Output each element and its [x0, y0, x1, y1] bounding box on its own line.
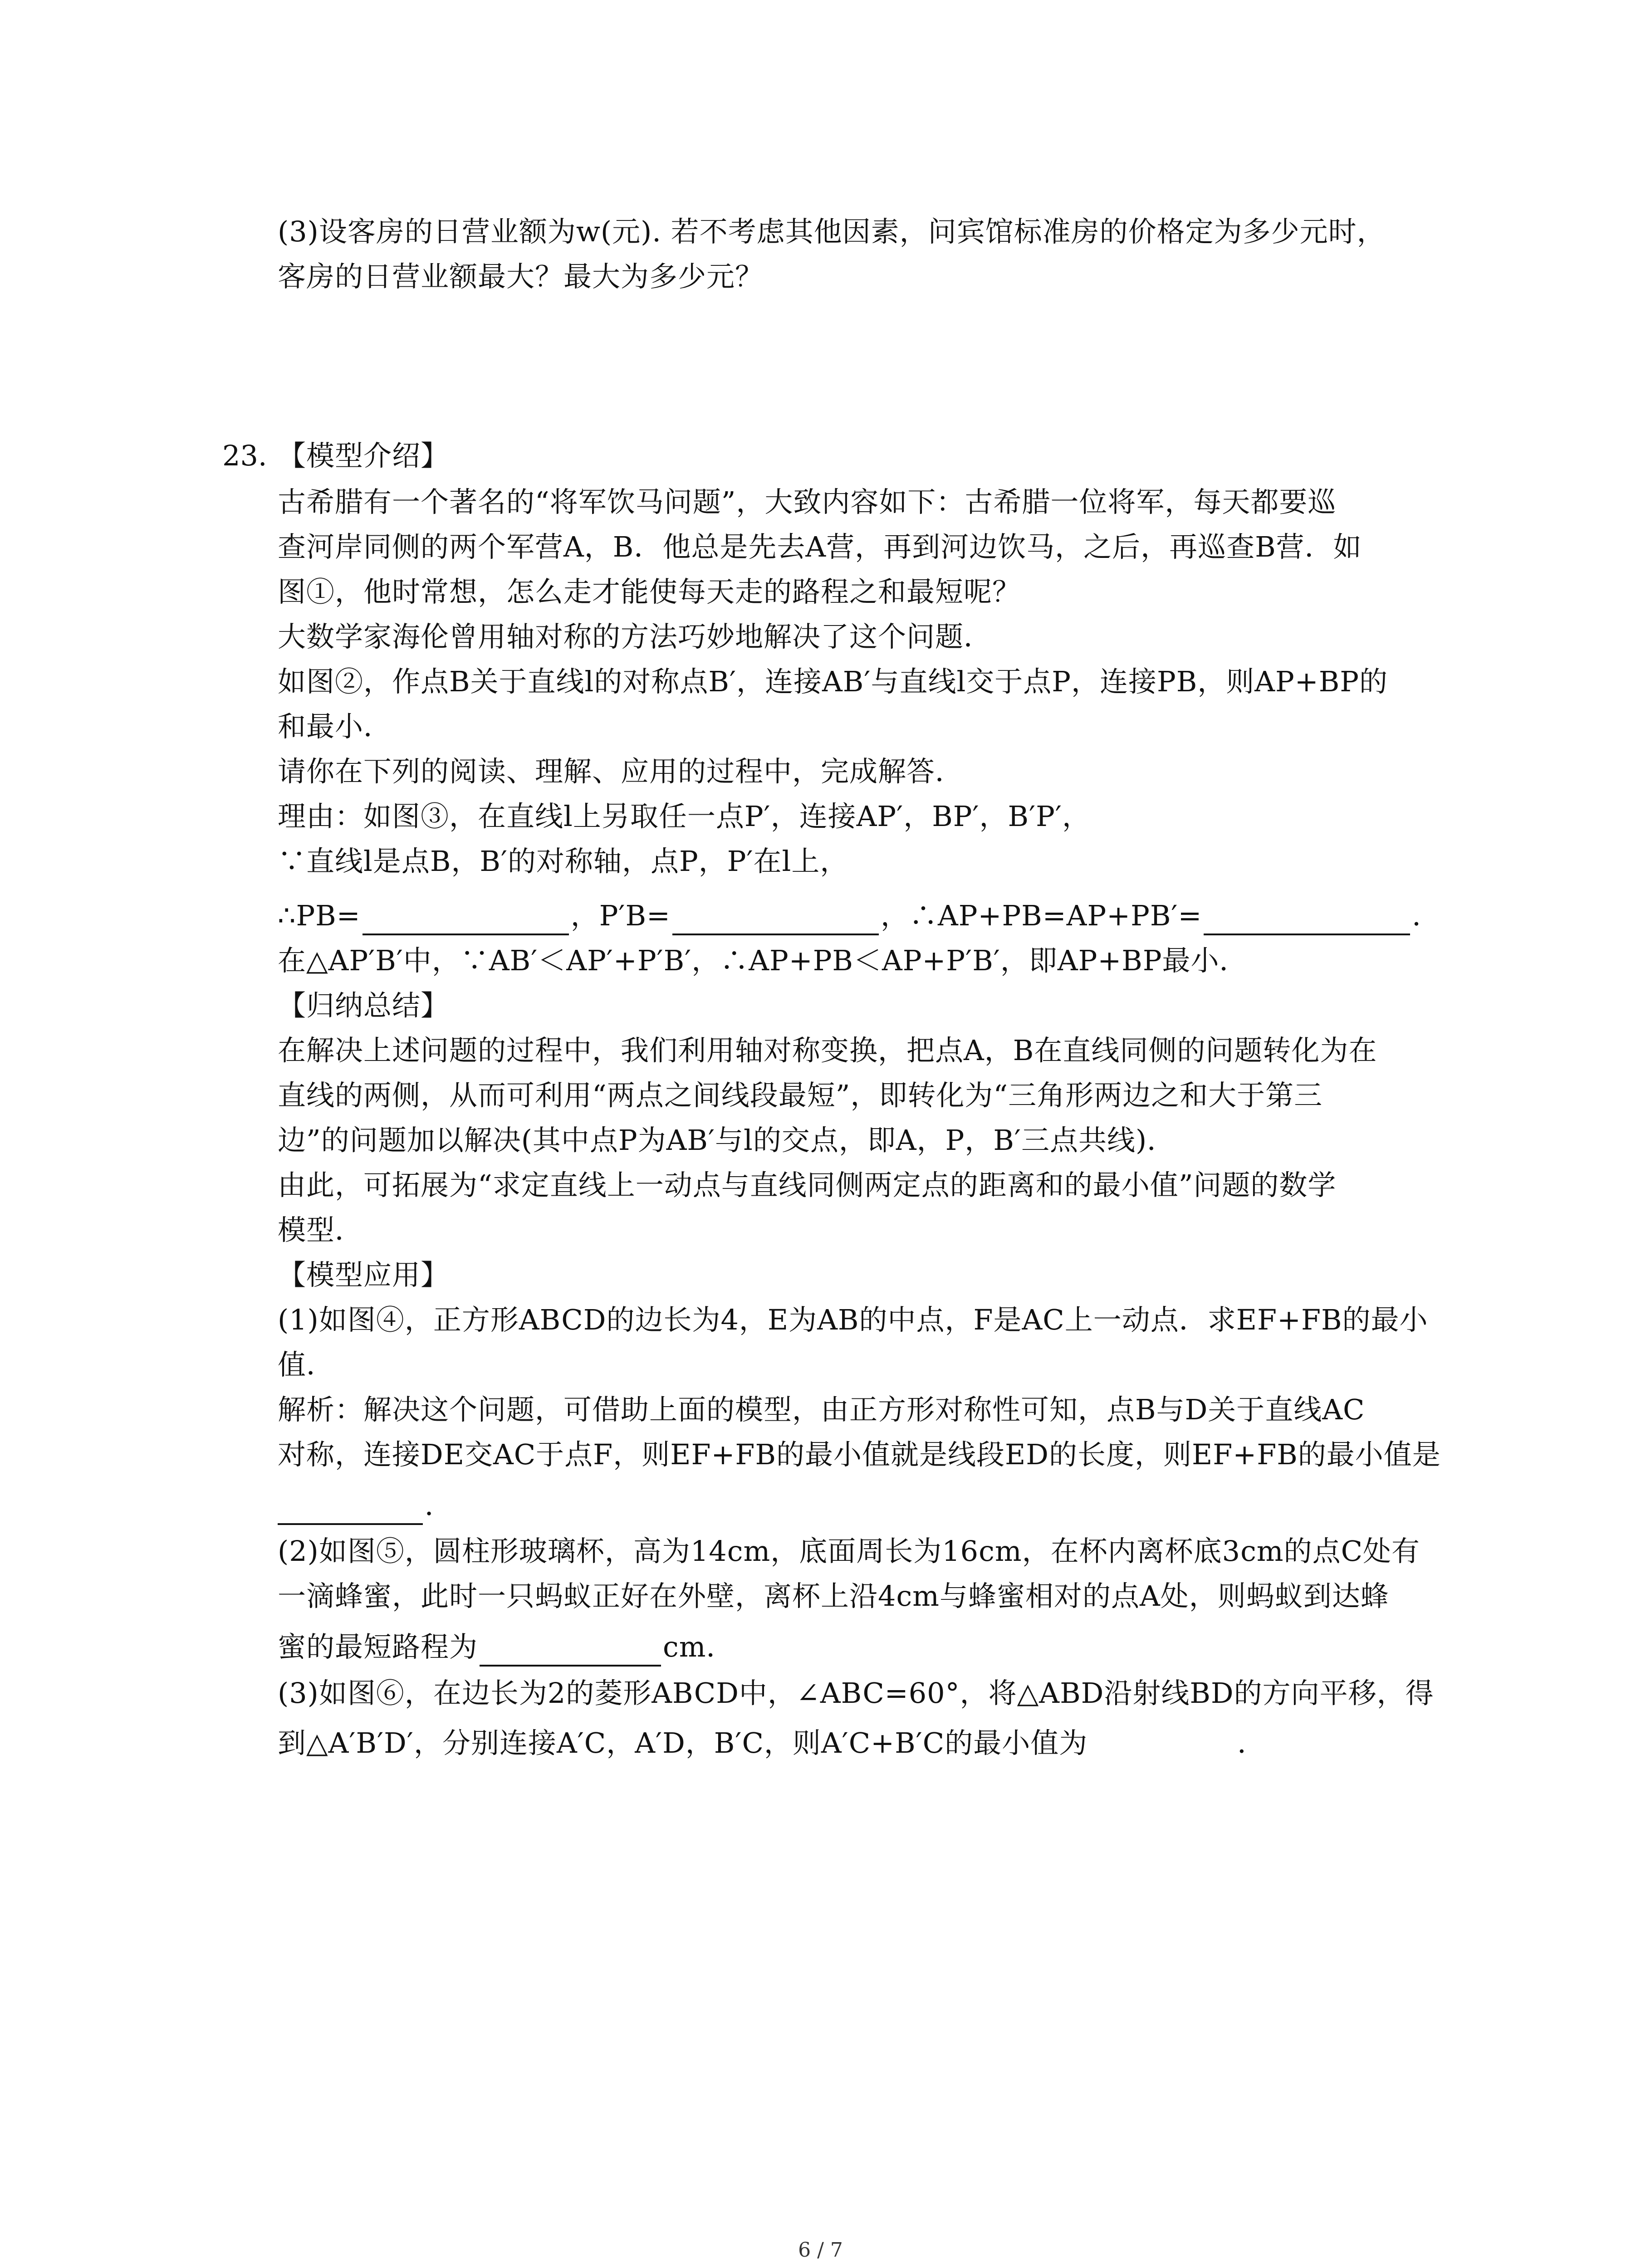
- fill-text-4: ．: [1412, 899, 1441, 932]
- application-line-5: [278, 1486, 1441, 1525]
- summary-heading: 【归纳总结】: [278, 989, 450, 1022]
- model-intro-heading: 【模型介绍】: [278, 439, 450, 472]
- answer-blank-1[interactable]: [362, 902, 569, 935]
- intro-line-2: 查河岸同侧的两个军营A，B．他总是先去A营，再到河边饮马，之后，再巡查B营．如: [278, 530, 1362, 563]
- intro-line-6: 和最小．: [278, 710, 392, 743]
- intro-line-7: 请你在下列的阅读、理解、应用的过程中，完成解答．: [278, 755, 964, 788]
- application-line-8-text: 蜜的最短路程为: [278, 1630, 478, 1663]
- application-line-7: 一滴蜂蜜，此时一只蚂蚁正好在外壁，离杯上沿4cm与蜂蜜相对的点A处，则蚂蚁到达蜂: [278, 1579, 1389, 1613]
- application-line-2: 值．: [278, 1348, 335, 1381]
- application-line-1: (1)如图④，正方形ABCD的边长为4，E为AB的中点，F是AC上一动点．求EF+FB的最小: [278, 1303, 1428, 1336]
- summary-line-2: 直线的两侧，从而可利用“两点之间线段最短”，即转化为“三角形两边之和大于第三: [278, 1079, 1323, 1112]
- application-line-8-unit: cm．: [663, 1630, 735, 1663]
- intro-line-5: 如图②，作点B关于直线l的对称点B′，连接AB′与直线l交于点P，连接PB，则AP+BP的: [278, 665, 1388, 698]
- reason-line-2: ∵直线l是点B，B′的对称轴，点P，P′在l上，: [278, 845, 849, 878]
- application-line-4: 对称，连接DE交AC于点F，则EF+FB的最小值就是线段ED的长度，则EF+FB的最小值是: [278, 1438, 1441, 1471]
- answer-blank-5[interactable]: [480, 1633, 661, 1667]
- reason-line-3: 在△AP′B′中，∵AB′＜AP′+P′B′，∴AP+PB＜AP+P′B′，即AP+BP最小．: [278, 944, 1248, 977]
- reason-line-1: 理由：如图③，在直线l上另取任一点P′，连接AP′，BP′，B′P′，: [278, 800, 1091, 833]
- q22-part3-line-1: (3)设客房的日营业额为w(元). 若不考虑其他因素，问宾馆标准房的价格定为多少元时，: [278, 215, 1386, 248]
- summary-line-1: 在解决上述问题的过程中，我们利用轴对称变换，把点A，B在直线同侧的问题转化为在: [278, 1034, 1377, 1067]
- answer-blank-3[interactable]: [1204, 902, 1410, 935]
- application-line-9: (3)如图⑥，在边长为2的菱形ABCD中，∠ABC=60°，将△ABD沿射线BD的方向平移，得: [278, 1677, 1434, 1710]
- application-line-6: (2)如图⑤，圆柱形玻璃杯，高为14cm，底面周长为16cm，在杯内离杯底3cm的点C处有: [278, 1535, 1421, 1568]
- application-line-10-end: ．: [1237, 1726, 1266, 1760]
- fill-text-1: ∴PB=: [278, 899, 361, 932]
- application-line-10: [278, 1724, 1441, 1763]
- answer-blank-4[interactable]: [278, 1491, 423, 1525]
- page-number: 6 / 7: [798, 2239, 843, 2262]
- application-line-8: [278, 1628, 1441, 1667]
- answer-blank-2[interactable]: [672, 902, 879, 935]
- fill-text-2: ，P′B=: [570, 899, 671, 932]
- intro-line-1: 古希腊有一个著名的“将军饮马问题”，大致内容如下：古希腊一位将军，每天都要巡: [278, 485, 1337, 518]
- application-line-10-text: 到△A′B′D′，分别连接A′C，A′D，B′C，则A′C+B′C的最小值为: [278, 1726, 1088, 1760]
- application-line-5-end: ．: [425, 1489, 454, 1522]
- summary-line-3: 边”的问题加以解决(其中点P为AB′与l的交点，即A，P，B′三点共线)．: [278, 1124, 1176, 1157]
- q22-part3-line-2: 客房的日营业额最大？最大为多少元？: [278, 260, 764, 293]
- summary-line-5: 模型．: [278, 1213, 364, 1246]
- intro-line-3: 图①，他时常想，怎么走才能使每天走的路程之和最短呢？: [278, 575, 1021, 608]
- application-line-3: 解析：解决这个问题，可借助上面的模型，由正方形对称性可知，点B与D关于直线AC: [278, 1393, 1365, 1426]
- question-number: 23.: [222, 439, 267, 472]
- fill-in-line: [278, 896, 1441, 935]
- application-heading: 【模型应用】: [278, 1258, 450, 1291]
- intro-line-4: 大数学家海伦曾用轴对称的方法巧妙地解决了这个问题．: [278, 620, 993, 653]
- fill-text-3: ，∴AP+PB=AP+PB′=: [881, 899, 1202, 932]
- summary-line-4: 由此，可拓展为“求定直线上一动点与直线同侧两定点的距离和的最小值”问题的数学: [278, 1168, 1337, 1202]
